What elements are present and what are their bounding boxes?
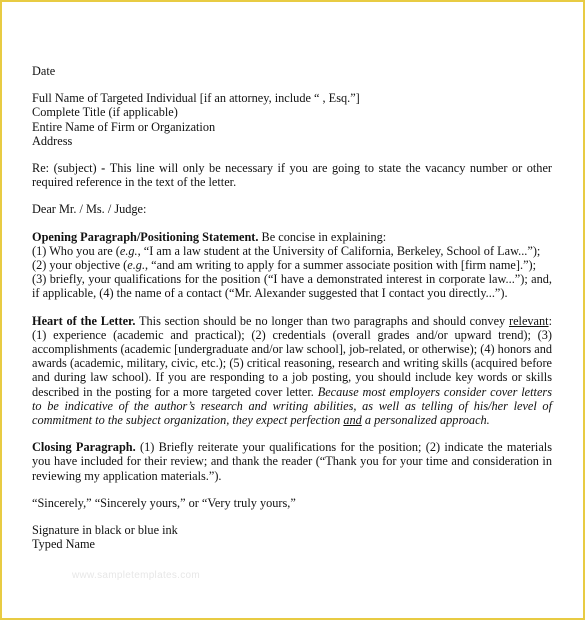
opening-eg-2: e.g. <box>127 258 146 273</box>
sign-off-options: “Sincerely,” “Sincerely yours,” or “Very truly yours,” <box>32 495 296 510</box>
opening-intro: Be concise in explaining: <box>258 229 387 244</box>
recipient-title: Complete Title (if applicable) <box>32 105 178 120</box>
opening-point-1: (1) Who you are ( <box>32 243 120 258</box>
heart-relevant: relevant <box>508 313 549 328</box>
heart-italic-and: and <box>343 413 362 428</box>
typed-name-line: Typed Name <box>32 537 95 552</box>
heart-italic-end: a personalized approach. <box>361 413 490 428</box>
opening-point-2: (2) your objective ( <box>32 258 128 273</box>
opening-eg-1: e.g. <box>119 243 138 258</box>
watermark: www.sampletemplates.com <box>72 570 201 581</box>
date-line: Date <box>32 64 56 78</box>
heart-body: : (1) experience (academic and practical); (2) credentials (overall grades and/or upward trend); (3) accomplishments (academic [undergraduate and/or law school], job-related, or otherwise); (4) honors and awards (academic, military, civic, etc.); (5) critical reasoning, research and writing skills (acquired before and during law school). If you are responding to a job posting, you should include key words or skills described in the posting for a more targeted cover letter. <box>32 313 552 399</box>
opening-point-3-4: (3) briefly, your qualifications for the position (“I have a demonstrated interest in corporate law...”); and, if applicable, (4) the name of a contact (“Mr. Alexander suggested that I contact you directly...”). <box>32 272 552 301</box>
heart-heading: Heart of the Letter. <box>32 313 136 328</box>
subject-line <box>32 161 552 189</box>
heart-intro: This section should be no longer than two paragraphs and should convey <box>135 313 509 328</box>
heart-italic-note: Because most employers consider cover letters to be indicative of the author’s research and writing abilities, as well as telling of his/her level of commitment to the subject organization, they expect perfection <box>32 384 552 428</box>
recipient-firm-name: Entire Name of Firm or Organization <box>32 119 216 134</box>
opening-paragraph <box>32 230 552 301</box>
opening-heading: Opening Paragraph/Positioning Statement. <box>32 229 259 244</box>
closing-body: (1) Briefly reiterate your qualifications for the position; (2) indicate the materials you have included for their review; and thank the reader (“Thank you for your time and consideration in reviewing my application materials.”). <box>32 440 553 483</box>
opening-point-1-example: , “I am a law student at the University of California, Berkeley, School of Law...”); <box>137 243 541 258</box>
signature-line: Signature in black or blue ink <box>32 523 178 538</box>
salutation: Dear Mr. / Ms. / Judge: <box>32 202 147 217</box>
subject-label: Re: (subject) <box>32 161 102 176</box>
recipient-address: Address <box>32 133 73 148</box>
opening-point-2-example: , “and am writing to apply for a summer associate position with [firm name].”); <box>145 258 537 273</box>
subject-dash: - <box>101 161 110 176</box>
subject-text: This line will only be necessary if you are going to state the vacancy number or other required reference in the text of the letter. <box>32 161 552 190</box>
recipient-full-name: Full Name of Targeted Individual [if an attorney, include “ , Esq.”] <box>32 91 360 106</box>
heart-paragraph <box>32 314 552 428</box>
closing-paragraph <box>32 440 552 483</box>
closing-heading: Closing Paragraph. <box>32 440 136 455</box>
recipient-address-block <box>32 91 552 148</box>
cover-letter-template <box>32 64 552 551</box>
